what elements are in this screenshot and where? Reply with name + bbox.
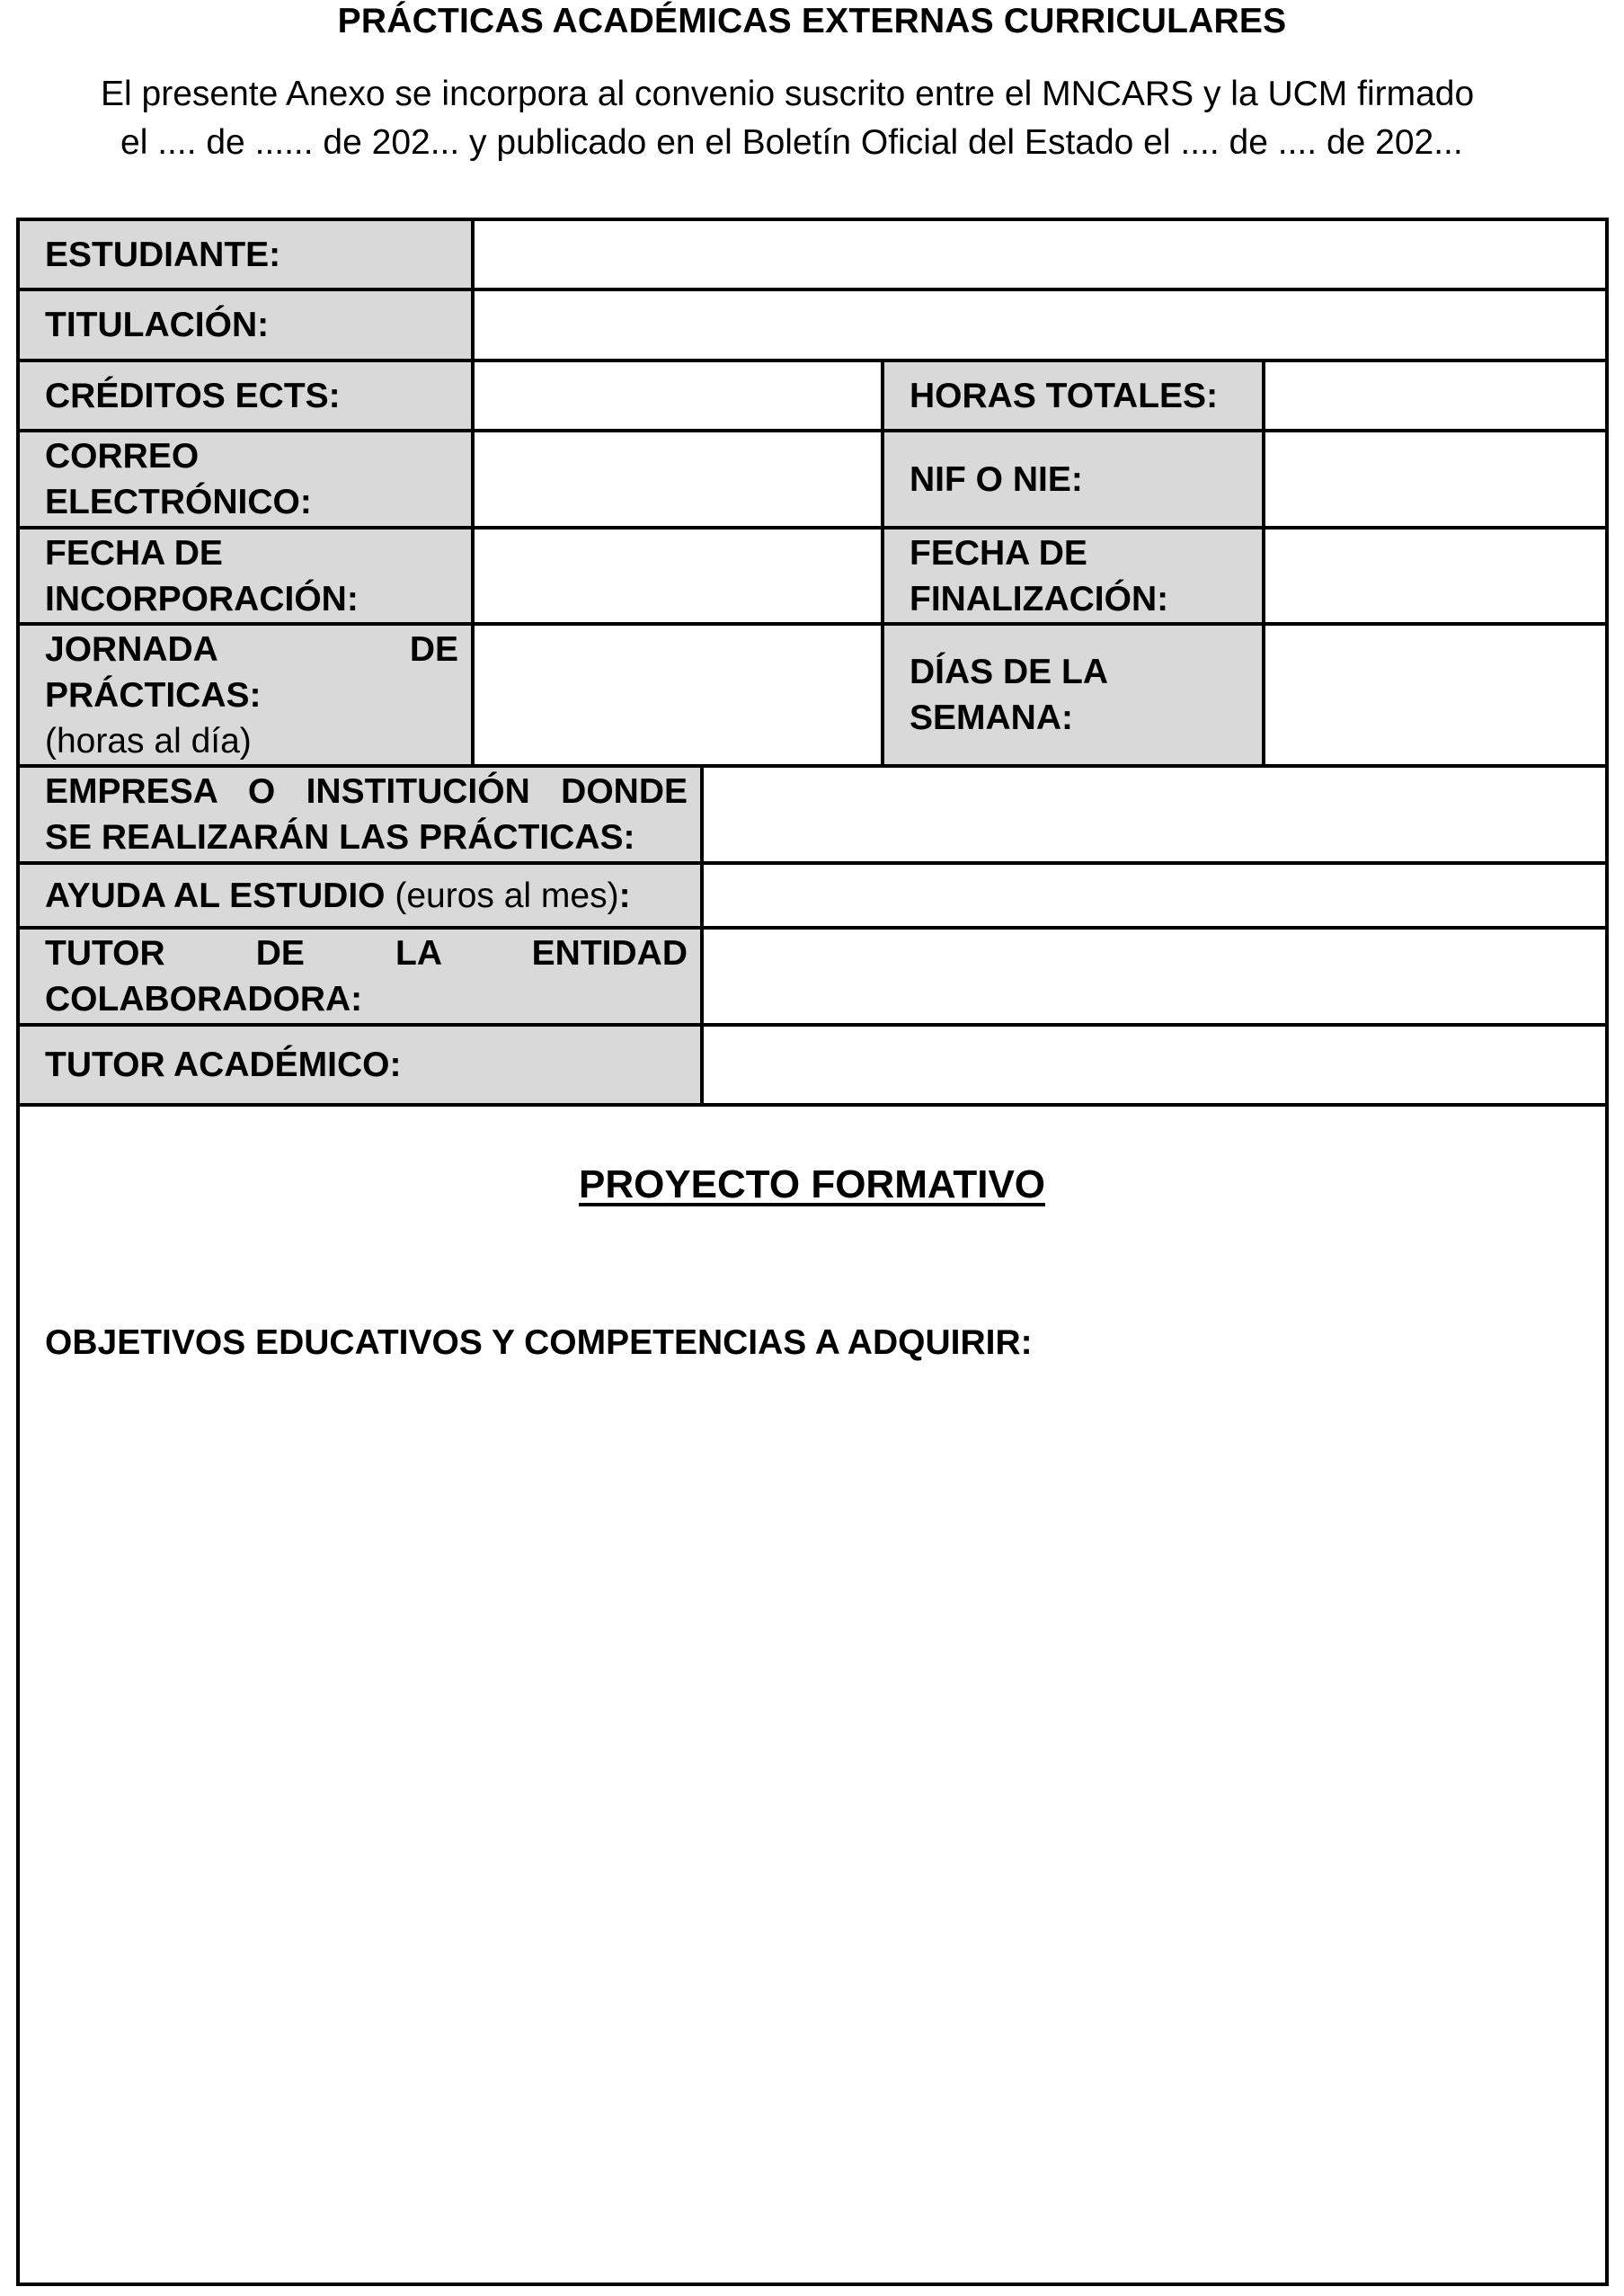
fecha-incorporacion-line1: FECHA DE bbox=[45, 533, 223, 573]
ayuda-label-bold: AYUDA AL ESTUDIO bbox=[45, 876, 386, 915]
correo-label-line2: ELECTRÓNICO: bbox=[45, 483, 312, 521]
tutor-entidad-line1: TUTOR DE LA ENTIDAD bbox=[45, 934, 688, 973]
table-border-left bbox=[16, 218, 20, 2286]
tutor-entidad-label bbox=[18, 928, 702, 1025]
empresa-label-line2: SE REALIZARÁN LAS PRÁCTICAS: bbox=[45, 818, 635, 857]
estudiante-label-text: ESTUDIANTE: bbox=[45, 235, 281, 274]
tutor-academico-field[interactable] bbox=[702, 1025, 1607, 1105]
ayuda-label-normal: (euros al mes) bbox=[385, 876, 619, 915]
titulacion-label-text: TITULACIÓN: bbox=[45, 306, 270, 344]
row-divider bbox=[16, 764, 1609, 768]
row-divider bbox=[16, 1023, 1609, 1027]
ayuda-label bbox=[18, 863, 702, 928]
column-divider bbox=[471, 218, 475, 768]
column-divider bbox=[1262, 359, 1265, 768]
table-border-right bbox=[1605, 218, 1609, 2286]
intro-line-2: el .... de ...... de 202... y publicado en el Boletín Oficial del Estado el .... de .... de 202... bbox=[120, 123, 1463, 162]
tutor-entidad-field[interactable] bbox=[702, 928, 1607, 1025]
ayuda-field[interactable] bbox=[702, 863, 1607, 928]
row-divider bbox=[16, 359, 1609, 362]
fecha-incorporacion-field[interactable] bbox=[473, 528, 883, 624]
creditos-field[interactable] bbox=[473, 360, 883, 431]
fecha-finalizacion-line2: FINALIZACIÓN: bbox=[910, 579, 1169, 618]
fecha-finalizacion-field[interactable] bbox=[1264, 528, 1607, 624]
dias-semana-label bbox=[883, 624, 1264, 766]
dias-semana-line1: DÍAS DE LA bbox=[910, 653, 1109, 691]
column-divider bbox=[700, 764, 704, 1107]
proyecto-formativo-title: PROYECTO FORMATIVO bbox=[578, 1162, 1046, 1206]
intro-paragraph bbox=[101, 70, 1584, 167]
ayuda-label-text bbox=[45, 873, 688, 919]
nif-label bbox=[883, 431, 1264, 528]
jornada-label-line1: JORNADA DE bbox=[45, 629, 458, 669]
proyecto-formativo-area[interactable] bbox=[18, 1105, 1607, 2284]
estudiante-label bbox=[18, 219, 473, 289]
row-divider bbox=[16, 861, 1609, 865]
horas-totales-label-text: HORAS TOTALES: bbox=[910, 376, 1219, 415]
nif-field[interactable] bbox=[1264, 431, 1607, 528]
empresa-field[interactable] bbox=[702, 766, 1607, 863]
tutor-academico-label-text: TUTOR ACADÉMICO: bbox=[45, 1046, 402, 1084]
jornada-field[interactable] bbox=[473, 624, 883, 766]
ayuda-label-colon: : bbox=[618, 876, 631, 915]
row-divider bbox=[16, 429, 1609, 432]
fecha-finalizacion-label bbox=[883, 528, 1264, 624]
row-divider bbox=[16, 288, 1609, 291]
tutor-entidad-line2: COLABORADORA: bbox=[45, 980, 363, 1019]
document-title: PRÁCTICAS ACADÉMICAS EXTERNAS CURRICULARES bbox=[337, 2, 1287, 40]
objetivos-label: OBJETIVOS EDUCATIVOS Y COMPETENCIAS A ADQUIRIR: bbox=[45, 1323, 1033, 1362]
table-border-top bbox=[16, 218, 1609, 221]
empresa-label bbox=[18, 766, 702, 863]
creditos-label bbox=[18, 360, 473, 431]
intro-line-1: El presente Anexo se incorpora al convenio suscrito entre el MNCARS y la UCM firmado bbox=[101, 75, 1475, 113]
creditos-label-text: CRÉDITOS ECTS: bbox=[45, 376, 341, 415]
fecha-finalizacion-line1: FECHA DE bbox=[910, 533, 1087, 573]
estudiante-field[interactable] bbox=[473, 219, 1607, 289]
tutor-academico-label bbox=[18, 1025, 702, 1105]
correo-label-line1: CORREO bbox=[45, 437, 200, 476]
row-divider bbox=[16, 1103, 1609, 1107]
jornada-label-line2: PRÁCTICAS: bbox=[45, 675, 262, 715]
dias-semana-field[interactable] bbox=[1264, 624, 1607, 766]
correo-field[interactable] bbox=[473, 431, 883, 528]
jornada-label-line3: (horas al día) bbox=[45, 721, 252, 761]
column-divider bbox=[881, 359, 884, 768]
nif-label-text: NIF O NIE: bbox=[910, 459, 1083, 499]
empresa-label-line1: EMPRESA O INSTITUCIÓN DONDE bbox=[45, 772, 688, 811]
correo-label bbox=[18, 431, 473, 528]
titulacion-field[interactable] bbox=[473, 289, 1607, 360]
fecha-incorporacion-label bbox=[18, 528, 473, 624]
jornada-label bbox=[18, 624, 473, 766]
row-divider bbox=[16, 526, 1609, 530]
table-border-bottom bbox=[16, 2283, 1609, 2286]
horas-totales-label bbox=[883, 360, 1264, 431]
row-divider bbox=[16, 926, 1609, 930]
titulacion-label bbox=[18, 289, 473, 360]
dias-semana-line2: SEMANA: bbox=[910, 699, 1073, 737]
fecha-incorporacion-line2: INCORPORACIÓN: bbox=[45, 579, 359, 618]
row-divider bbox=[16, 622, 1609, 626]
horas-totales-field[interactable] bbox=[1264, 360, 1607, 431]
